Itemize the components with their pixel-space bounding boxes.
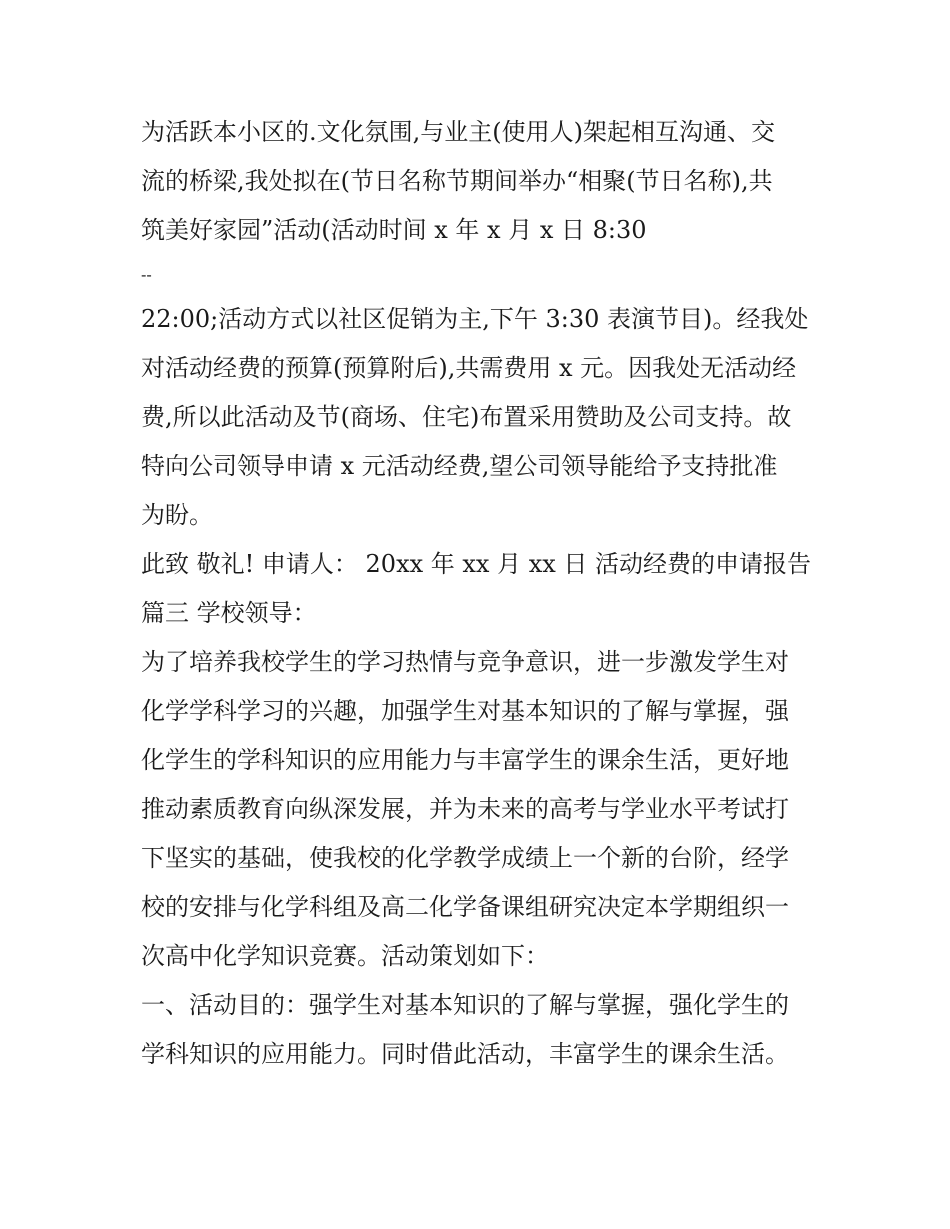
- text-line: 此致 敬礼! 申请人： 20xx 年 xx 月 xx 日 活动经费的申请报告: [141, 550, 812, 578]
- text-line: 一、活动目的：强学生对基本知识的了解与掌握，强化学生的: [141, 991, 789, 1019]
- text-line: 次高中化学知识竞赛。活动策划如下：: [141, 942, 549, 970]
- text-line: 为盼。: [141, 501, 213, 529]
- text-line: 流的桥梁,我处拟在(节日名称节期间举办“相聚(节日名称),共: [141, 167, 773, 195]
- text-line: 篇三 学校领导：: [141, 599, 317, 627]
- text-line-dash: --: [141, 265, 152, 284]
- text-line: 特向公司领导申请 x 元活动经费,望公司领导能给予支持批准: [141, 452, 778, 480]
- text-line: 校的安排与化学科组及高二化学备课组研究决定本学期组织一: [141, 893, 789, 921]
- text-line: 费,所以此活动及节(商场、住宅)布置采用赞助及公司支持。故: [141, 403, 792, 431]
- text-line: 对活动经费的预算(预算附后),共需费用 x 元。因我处无活动经: [141, 354, 797, 382]
- text-line: 推动素质教育向纵深发展，并为未来的高考与学业水平考试打: [141, 795, 789, 823]
- text-line: 下坚实的基础，使我校的化学教学成绩上一个新的台阶，经学: [141, 844, 789, 872]
- text-line: 筑美好家园”活动(活动时间 x 年 x 月 x 日 8:30: [141, 216, 647, 244]
- text-line: 学科知识的应用能力。同时借此活动，丰富学生的课余生活。: [141, 1040, 789, 1068]
- document-body: [141, 108, 831, 1079]
- text-line: 22:00;活动方式以社区促销为主,下午 3:30 表演节目)。经我处: [141, 305, 809, 333]
- text-line: 化学生的学科知识的应用能力与丰富学生的课余生活，更好地: [141, 746, 789, 774]
- text-line: 为了培养我校学生的学习热情与竞争意识，进一步激发学生对: [141, 648, 789, 676]
- text-line: 化学学科学习的兴趣，加强学生对基本知识的了解与掌握，强: [141, 697, 789, 725]
- text-line: 为活跃本小区的.文化氛围,与业主(使用人)架起相互沟通、交: [141, 118, 775, 146]
